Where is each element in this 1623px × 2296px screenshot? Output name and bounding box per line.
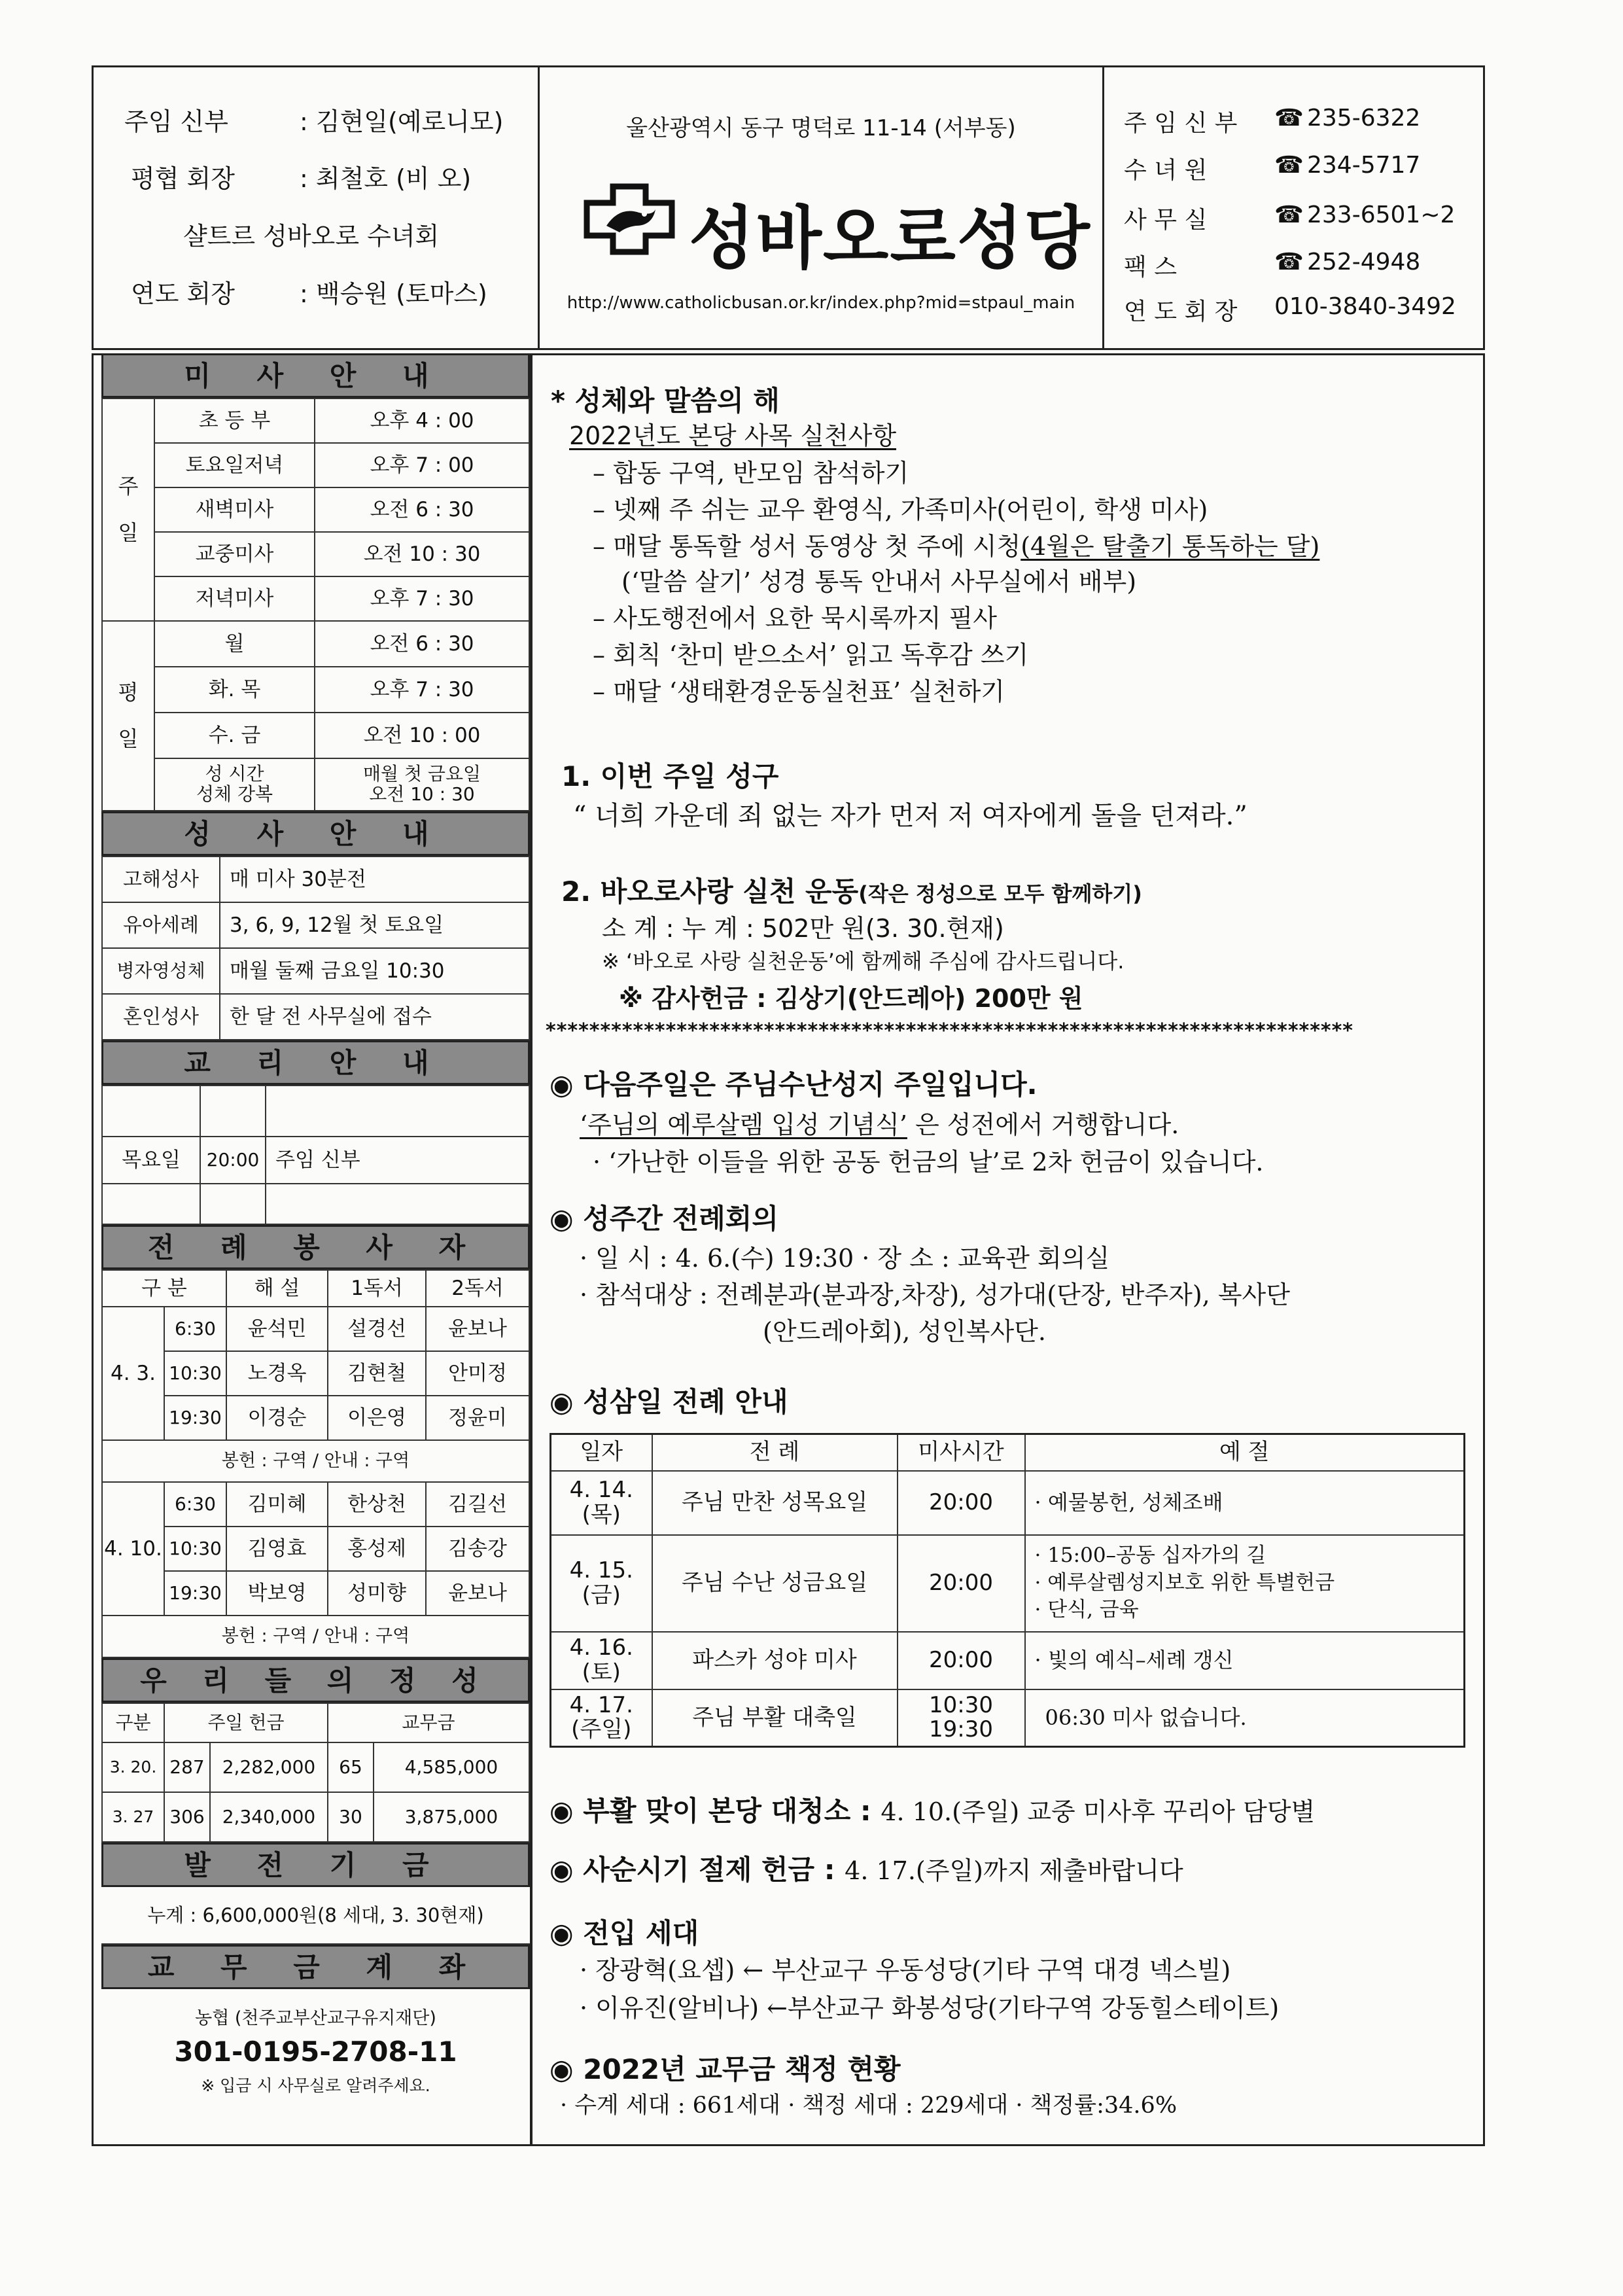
phone-number: 235-6322 — [1307, 105, 1421, 132]
server-time: 6:30 — [164, 1482, 226, 1527]
staff-role: 평협 회장 — [131, 164, 235, 193]
staff-role: 주임 신부 — [124, 107, 228, 136]
dues-title: ◉ 2022년 교무금 책정 현황 — [550, 2053, 901, 2085]
server-name: 이경순 — [226, 1396, 328, 1440]
staff-list — [92, 65, 536, 350]
server-name: 박보영 — [226, 1571, 328, 1616]
mass-time: 오전 6 : 30 — [315, 621, 529, 667]
sacrament-name: 유아세례 — [102, 902, 220, 948]
contact-row — [1124, 202, 1456, 235]
development-fund-title: 발 전 기 금 — [101, 1843, 530, 1887]
year-title: * 성체와 말씀의 해 — [551, 385, 780, 417]
schedule-date: 4. 14. (목) — [551, 1471, 652, 1535]
schedule-rite: · 15:00–공동 십자가의 길 · 예루살렘성지보호 위한 특별헌금 · 단식, 금육 — [1025, 1535, 1465, 1632]
server-name: 설경선 — [328, 1307, 426, 1351]
contact-label: 팩 스 — [1124, 254, 1177, 281]
phone-icon: ☎ — [1274, 105, 1304, 132]
contact-label: 주 임 신 부 — [1124, 110, 1238, 137]
dues-amount: 3,875,000 — [374, 1792, 529, 1842]
sacrament-info: 매월 둘째 금요일 10:30 — [220, 948, 529, 994]
catechism-title: 교 리 안 내 — [101, 1040, 530, 1085]
practice-item: (‘말씀 살기’ 성경 통독 안내서 사무실에서 배부) — [621, 567, 1137, 596]
mass-name: 성 시간 성체 강복 — [154, 758, 315, 811]
server-date: 4. 10. — [102, 1482, 164, 1616]
servers-title: 전 례 봉 사 자 — [101, 1225, 530, 1269]
dues-amount: 4,585,000 — [374, 1742, 529, 1792]
sacrament-info: 3, 6, 9, 12월 첫 토요일 — [220, 902, 529, 948]
schedule-liturgy: 주님 수난 성금요일 — [652, 1535, 898, 1632]
church-url[interactable]: http://www.catholicbusan.or.kr/index.php?mid=stpaul_main — [567, 293, 1075, 313]
development-fund-text: 누계 : 6,600,000원(8 세대, 3. 30현재) — [101, 1887, 530, 1945]
practice-item: – 회칙 ‘찬미 받으소서’ 읽고 독후감 쓰기 — [593, 641, 1029, 669]
meeting-line: (안드레아회), 성인복사단. — [763, 1317, 1046, 1346]
account-number: 301-0195-2708-11 — [174, 2036, 457, 2068]
catechism-teacher: 주임 신부 — [266, 1137, 529, 1184]
contact-label: 수 녀 원 — [1124, 157, 1208, 184]
practice-item: – 넷째 주 쉬는 교우 환영식, 가족미사(어린이, 학생 미사) — [593, 495, 1208, 524]
paul-thanks: ※ ‘바오로 사랑 실천운동’에 함께해 주심에 감사드립니다. — [602, 949, 1125, 974]
column-divider — [530, 353, 532, 2146]
verse-title: 1. 이번 주일 성구 — [561, 760, 779, 792]
newcomers-title: ◉ 전입 세대 — [550, 1917, 699, 1949]
account-title: 교 무 금 계 좌 — [101, 1945, 530, 1989]
col-header: 교무금 — [328, 1703, 529, 1742]
mass-name: 새벽미사 — [154, 487, 315, 532]
paul-title-text: 2. 바오로사랑 실천 운동 — [561, 875, 859, 908]
col-header: 전 례 — [652, 1434, 898, 1471]
contact-row — [1124, 105, 1421, 138]
right-column — [536, 353, 1478, 2146]
verse-text: “ 너희 가운데 죄 없는 자가 먼저 저 여자에게 돌을 던져라.” — [573, 801, 1248, 831]
server-name: 한상천 — [328, 1482, 426, 1527]
schedule-liturgy: 주님 부활 대축일 — [652, 1689, 898, 1747]
practice-item: – 사도행전에서 요한 묵시록까지 필사 — [593, 604, 997, 633]
server-name: 김현철 — [328, 1351, 426, 1396]
cleaning-text: 4. 10.(주일) 교중 미사후 꾸리아 담당별 — [881, 1797, 1316, 1826]
mass-time: 오전 10 : 30 — [315, 532, 529, 576]
mass-time: 오전 6 : 30 — [315, 487, 529, 532]
sacraments-title: 성 사 안 내 — [101, 811, 530, 856]
offering-date: 3. 20. — [102, 1742, 164, 1792]
sacrament-info: 한 달 전 사무실에 접수 — [220, 994, 529, 1040]
schedule-time: 20:00 — [898, 1471, 1025, 1535]
schedule-date: 4. 16. (토) — [551, 1632, 652, 1689]
account-note: ※ 입금 시 사무실로 알려주세요. — [201, 2076, 430, 2095]
separator-stars: ************************************************************************** — [546, 1019, 1353, 1042]
catechism-time: 20:00 — [200, 1137, 266, 1184]
server-name: 윤보나 — [426, 1571, 529, 1616]
newcomer-item: · 이유진(알비나) ←부산교구 화봉성당(기타구역 강동힐스테이트) — [580, 1994, 1280, 2022]
schedule-rite: 06:30 미사 없습니다. — [1025, 1689, 1465, 1747]
schedule-rite: · 예물봉헌, 성체조배 — [1025, 1471, 1465, 1535]
mass-time: 오전 10 : 00 — [315, 713, 529, 758]
phone-icon: ☎ — [1274, 152, 1304, 179]
offerings-title: 우 리 들 의 정 성 — [101, 1658, 530, 1703]
staff-name: : 백승원 (토마스) — [300, 279, 487, 308]
schedule-time: 20:00 — [898, 1535, 1025, 1632]
schedule-date: 4. 17. (주일) — [551, 1689, 652, 1747]
col-header: 미사시간 — [898, 1434, 1025, 1471]
catechism-day: 목요일 — [102, 1137, 200, 1184]
dues-count: 30 — [328, 1792, 374, 1842]
fasting-title: ◉ 사순시기 절제 헌금 : — [550, 1854, 835, 1886]
phone-number: 010-3840-3492 — [1274, 293, 1456, 320]
server-name: 김미혜 — [226, 1482, 328, 1527]
server-time: 19:30 — [164, 1571, 226, 1616]
fasting-notice — [550, 1848, 1183, 1888]
col-header: 2독서 — [426, 1270, 529, 1307]
cleaning-title: ◉ 부활 맞이 본당 대청소 : — [550, 1795, 871, 1827]
mass-name: 교중미사 — [154, 532, 315, 576]
servers-table — [101, 1269, 530, 1658]
next-sunday-text: 은 성전에서 거행합니다. — [907, 1110, 1179, 1139]
dues-line: · 수계 세대 : 661세대 · 책정 세대 : 229세대 · 책정률:34.6% — [560, 2093, 1178, 2119]
server-date: 4. 3. — [102, 1307, 164, 1440]
dues-count: 65 — [328, 1742, 374, 1792]
mass-time: 오후 7 : 00 — [315, 443, 529, 487]
schedule-liturgy: 파스카 성야 미사 — [652, 1632, 898, 1689]
paul-sum: 소 계 : 누 계 : 502만 원(3. 30.현재) — [602, 914, 1004, 943]
sacrament-name: 혼인성사 — [102, 994, 220, 1040]
address: 울산광역시 동구 명덕로 11-14 (서부동) — [626, 115, 1016, 141]
sunday-label: 주 일 — [102, 398, 154, 621]
schedule-liturgy: 주님 만찬 성목요일 — [652, 1471, 898, 1535]
server-time: 19:30 — [164, 1396, 226, 1440]
server-name: 노경옥 — [226, 1351, 328, 1396]
schedule-time: 10:30 19:30 — [898, 1689, 1025, 1747]
meeting-title: ◉ 성주간 전례회의 — [550, 1203, 778, 1235]
paul-donation: ※ 감사헌금 : 김상기(안드레아) 200만 원 — [619, 984, 1083, 1013]
contact-label: 사 무 실 — [1124, 207, 1208, 234]
fasting-text: 4. 17.(주일)까지 제출바랍니다 — [845, 1856, 1183, 1885]
practice-item: – 합동 구역, 반모임 참석하기 — [593, 459, 909, 487]
staff-role: 연도 회장 — [131, 279, 235, 308]
paul-title — [561, 870, 1142, 910]
server-name: 성미향 — [328, 1571, 426, 1616]
sacrament-name: 병자영성체 — [102, 948, 220, 994]
contact-label: 연 도 회 장 — [1124, 298, 1238, 325]
server-note: 봉헌 : 구역 / 안내 : 구역 — [102, 1616, 529, 1657]
church-name: 성바오로성당 — [689, 198, 1091, 278]
mass-time: 오후 7 : 30 — [315, 667, 529, 713]
catechism-table — [101, 1085, 530, 1225]
practice-item — [593, 526, 1319, 562]
account-bank: 농협 (천주교부산교구유지재단) — [195, 2008, 436, 2028]
mass-time: 매월 첫 금요일 오전 10 : 30 — [315, 758, 529, 811]
practice-underlined: (4월은 탈출기 통독하는 달) — [1021, 532, 1320, 561]
newcomer-item: · 장광혁(요셉) ← 부산교구 우동성당(기타 구역 대경 넥스빌) — [580, 1956, 1231, 1985]
sacrament-info: 매 미사 30분전 — [220, 857, 529, 902]
mass-name: 저녁미사 — [154, 576, 315, 621]
col-header: 예 절 — [1025, 1434, 1465, 1471]
practice-item: – 매달 ‘생태환경운동실천표’ 실천하기 — [593, 677, 1005, 706]
contact-row — [1124, 249, 1421, 282]
fax-number: 252-4948 — [1307, 249, 1421, 275]
left-column — [101, 353, 530, 2096]
offering-amount: 2,340,000 — [210, 1792, 328, 1842]
offering-count: 287 — [164, 1742, 210, 1792]
triduum-table — [550, 1433, 1465, 1748]
server-name: 정윤미 — [426, 1396, 529, 1440]
sacraments-table — [101, 856, 530, 1040]
mass-title: 미 사 안 내 — [101, 353, 530, 398]
offering-amount: 2,282,000 — [210, 1742, 328, 1792]
contact-list — [1104, 65, 1485, 350]
offering-date: 3. 27 — [102, 1792, 164, 1842]
server-name: 김길선 — [426, 1482, 529, 1527]
server-name: 윤석민 — [226, 1307, 328, 1351]
sacrament-name: 고해성사 — [102, 857, 220, 902]
mass-name: 화. 목 — [154, 667, 315, 713]
meeting-line: · 일 시 : 4. 6.(수) 19:30 · 장 소 : 교육관 회의실 — [580, 1244, 1110, 1273]
paul-subtitle: (작은 정성으로 모두 함께하기) — [858, 881, 1142, 906]
contact-row — [1124, 152, 1421, 185]
server-name: 김영효 — [226, 1527, 328, 1571]
church-logo-icon — [580, 180, 678, 258]
server-note: 봉헌 : 구역 / 안내 : 구역 — [102, 1440, 529, 1482]
mass-table — [101, 398, 530, 811]
col-header: 주일 헌금 — [164, 1703, 328, 1742]
col-header: 1독서 — [328, 1270, 426, 1307]
server-name: 윤보나 — [426, 1307, 529, 1351]
next-sunday-line: · ‘가난한 이들을 위한 공동 헌금의 날’로 2차 헌금이 있습니다. — [593, 1148, 1264, 1176]
schedule-date: 4. 15. (금) — [551, 1535, 652, 1632]
mass-time: 오후 7 : 30 — [315, 576, 529, 621]
server-name: 홍성제 — [328, 1527, 426, 1571]
year-subtitle: 2022년도 본당 사목 실천사항 — [569, 421, 897, 450]
schedule-time: 20:00 — [898, 1632, 1025, 1689]
col-header: 구 분 — [102, 1270, 226, 1307]
fax-icon: ☎ — [1274, 249, 1304, 275]
practice-text: – 매달 통독할 성서 동영상 첫 주에 시청 — [593, 532, 1021, 561]
schedule-rite: · 빛의 예식–세례 갱신 — [1025, 1632, 1465, 1689]
header-center — [540, 65, 1102, 350]
mass-name: 토요일저녁 — [154, 443, 315, 487]
mass-name: 초 등 부 — [154, 398, 315, 443]
server-name: 이은영 — [328, 1396, 426, 1440]
col-header: 해 설 — [226, 1270, 328, 1307]
server-name: 김송강 — [426, 1527, 529, 1571]
mass-time: 오후 4 : 00 — [315, 398, 529, 443]
cleaning-notice — [550, 1790, 1315, 1829]
server-time: 6:30 — [164, 1307, 226, 1351]
phone-icon: ☎ — [1274, 202, 1304, 228]
next-sunday-underlined: ‘주님의 예루살렘 입성 기념식’ — [580, 1110, 907, 1139]
next-sunday-title: ◉ 다음주일은 주님수난성지 주일입니다. — [550, 1069, 1038, 1101]
col-header: 일자 — [551, 1434, 652, 1471]
phone-number: 233-6501~2 — [1307, 202, 1456, 228]
offerings-table — [101, 1703, 530, 1843]
col-header: 구분 — [102, 1703, 164, 1742]
congregation-name: 샬트르 성바오로 수녀회 — [183, 222, 440, 251]
triduum-title: ◉ 성삼일 전례 안내 — [550, 1386, 788, 1418]
contact-row — [1124, 293, 1456, 327]
phone-number: 234-5717 — [1307, 152, 1421, 179]
server-name: 안미정 — [426, 1351, 529, 1396]
offering-count: 306 — [164, 1792, 210, 1842]
mass-name: 월 — [154, 621, 315, 667]
next-sunday-line — [580, 1104, 1179, 1140]
server-time: 10:30 — [164, 1351, 226, 1396]
mass-name: 수. 금 — [154, 713, 315, 758]
weekday-label: 평 일 — [102, 621, 154, 811]
staff-name: : 최철호 (비 오) — [300, 164, 472, 193]
staff-name: : 김현일(예로니모) — [300, 107, 504, 136]
server-time: 10:30 — [164, 1527, 226, 1571]
meeting-line: · 참석대상 : 전례분과(분과장,차장), 성가대(단장, 반주자), 복사단 — [580, 1280, 1290, 1309]
